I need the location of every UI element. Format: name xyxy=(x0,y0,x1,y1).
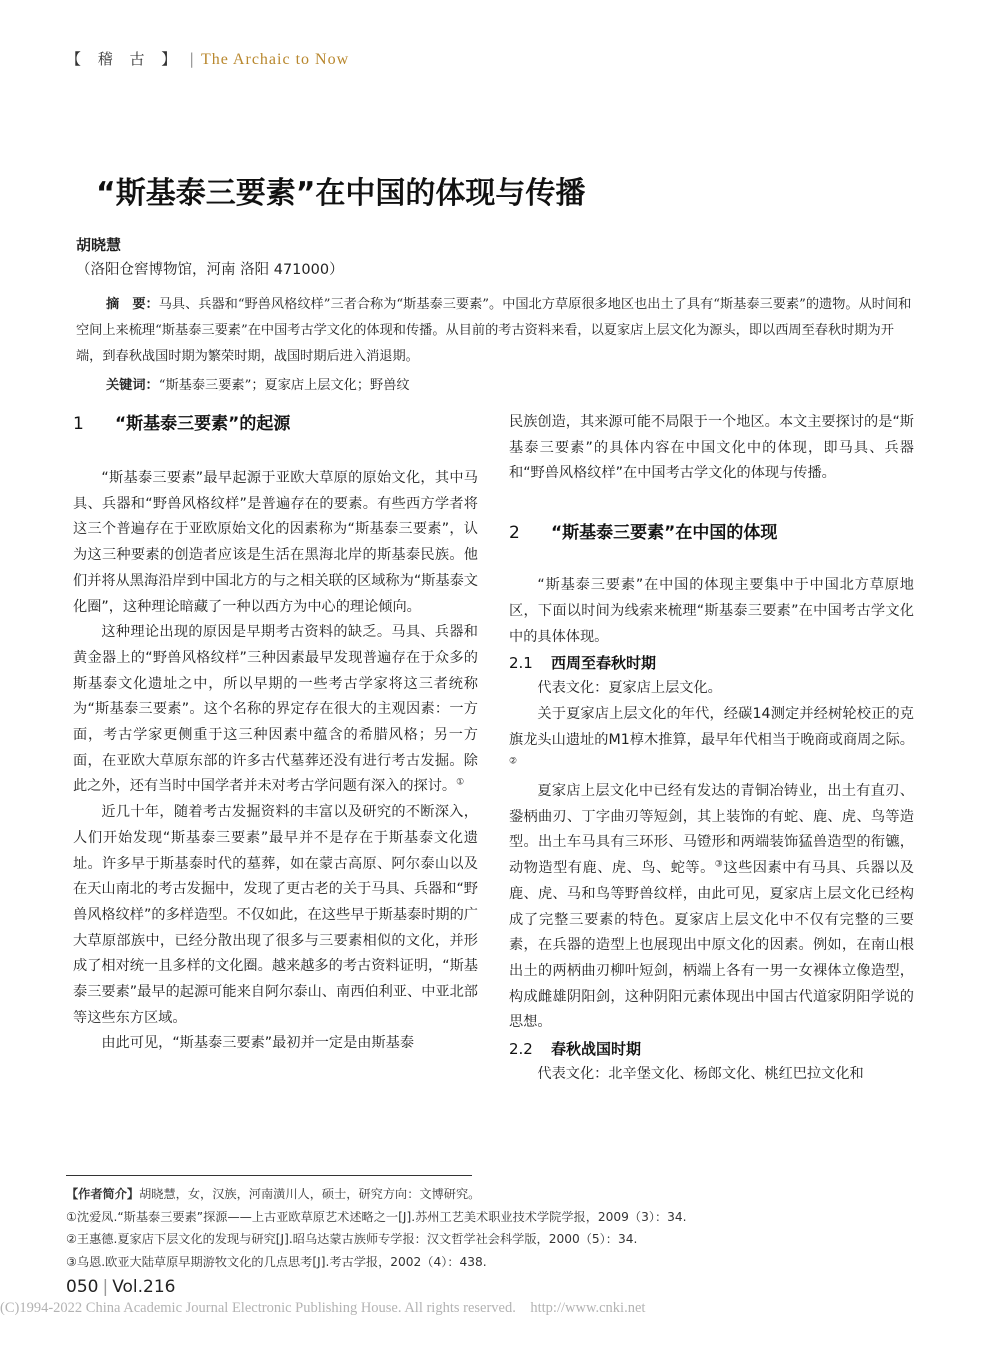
section-heading-1 xyxy=(73,410,478,438)
section-title: “斯基泰三要素”的起源 xyxy=(115,414,291,434)
author-bio-text: 胡晓慧，女，汉族，河南潢川人，硕士，研究方向：文博研究。 xyxy=(139,1187,481,1201)
footnote-3: ③乌恩.欧亚大陆草原早期游牧文化的几点思考[J].考古学报，2002（4）：438. xyxy=(66,1254,487,1269)
paragraph xyxy=(509,779,914,1036)
keywords-text: “斯基泰三要素”；夏家店上层文化；野兽纹 xyxy=(158,378,410,393)
column-label: 【 稽 古 】 xyxy=(66,50,183,68)
paragraph-text: 这些因素中有马具、兵器以及鹿、虎、马和鸟等野兽纹样，由此可见，夏家店上层文化已经构成了完整三要素的特色。夏家店上层文化中不仅有完整的三要素，在兵器的造型上也展现出中原文化的因素。例如，在南山根出土的两柄曲刃柳叶短剑，柄端上各有一男一女裸体立像造型，构成雌雄阴阳剑，这种阴阳元素体现出中国古代道家阴阳学说的思想。 xyxy=(509,860,914,1031)
section-number: 1 xyxy=(73,414,84,434)
right-column xyxy=(509,410,914,1088)
subsection-number: 2.2 xyxy=(509,1040,533,1059)
paragraph: “斯基泰三要素”最早起源于亚欧大草原的原始文化，其中马具、兵器和“野兽风格纹样”是普遍存在的要素。有些西方学者将这三个普遍存在于亚欧原始文化的因素称为“斯基泰三要素”，认为这三种要素的创造者应该是生活在黑海北岸的斯基泰民族。他们并将从黑海沿岸到中国北方的与之相关联的区域称为“斯基泰文化圈”，这种理论暗藏了一种以西方为中心的理论倾向。 xyxy=(73,470,478,615)
author-name: 胡晓慧 xyxy=(76,236,122,254)
footnote-ref[interactable]: ① xyxy=(456,777,465,788)
abstract-label: 摘 要： xyxy=(106,297,159,312)
paragraph: 近几十年，随着考古发掘资料的丰富以及研究的不断深入，人们开始发现“斯基泰三要素”最早并不是存在于斯基泰文化遗址。许多早于斯基泰时代的墓葬，如在蒙古高原、阿尔泰山以及在天山南北的考古发掘中，发现了更古老的关于马具、兵器和“野兽风格纹样”的多样造型。不仅如此，在这些早于斯基泰时期的广大草原部族中，已经分散出现了很多与三要素相似的文化，并形成了相对统一且多样的文化圈。越来越多的考古资料证明，“斯基泰三要素”最早的起源可能来自阿尔泰山、南西伯利亚、中亚北部等这些东方区域。 xyxy=(73,804,478,1026)
paragraph: “斯基泰三要素”在中国的体现主要集中于中国北方草原地区，下面以时间为线索来梳理“斯基泰三要素”在中国考古学文化中的具体体现。 xyxy=(509,577,914,645)
header-separator: | xyxy=(189,50,195,68)
left-column xyxy=(73,410,478,1057)
paragraph: 由此可见，“斯基泰三要素”最初并一定是由斯基泰 xyxy=(101,1035,415,1052)
paragraph xyxy=(509,702,914,779)
paragraph: 代表文化：北辛堡文化、杨郎文化、桃红巴拉文化和 xyxy=(537,1066,864,1083)
abstract xyxy=(76,292,918,370)
paragraph-text: 这种理论出现的原因是早期考古资料的缺乏。马具、兵器和黄金器上的“野兽风格纹样”三种因素最早发现普遍存在于众多的斯基泰文化遗址之中，所以早期的一些考古学家将这三者统称为“斯基泰三要素”。这个名称的界定存在很大的主观因素：一方面，考古学家更侧重于这三种因素中蕴含的希腊风格；另一方面，在亚欧大草原东部的许多古代墓葬还没有进行考古发掘。除此之外，还有当时中国学者并未对考古学问题有深入的探讨。 xyxy=(73,624,478,795)
footnotes xyxy=(66,1183,687,1273)
paragraph xyxy=(73,620,478,800)
subsection-heading-2-1 xyxy=(509,650,914,676)
subsection-heading-2-2 xyxy=(509,1036,914,1062)
footnote-divider xyxy=(66,1175,472,1176)
article-title: “斯基泰三要素”在中国的体现与传播 xyxy=(96,176,586,211)
section-title: “斯基泰三要素”在中国的体现 xyxy=(551,523,778,544)
keywords xyxy=(106,374,410,393)
page-number-value: 050 xyxy=(66,1277,99,1297)
copyright-notice: (C)1994-2022 China Academic Journal Electronic Publishing House. All rights reserved. http://www.cnki.net xyxy=(0,1300,646,1316)
footnote-ref[interactable]: ② xyxy=(509,756,518,767)
footnote-ref[interactable]: ③ xyxy=(714,859,724,870)
subsection-title: 西周至春秋时期 xyxy=(551,654,657,673)
keywords-label: 关键词： xyxy=(106,378,159,393)
abstract-text: 马具、兵器和“野兽风格纹样”三者合称为“斯基泰三要素”。中国北方草原很多地区也出土了具有“斯基泰三要素”的遗物。从时间和空间上来梳理“斯基泰三要素”在中国考古学文化的体现和传播。从目前的考古资料来看，以夏家店上层文化为源头，即以西周至春秋时期为开端，到春秋战国时期为繁荣时期，战国时期后进入消退期。 xyxy=(76,297,912,364)
page-separator: | xyxy=(102,1277,109,1297)
section-heading-2 xyxy=(509,519,914,547)
author-bio-label: 【作者简介】 xyxy=(66,1187,140,1201)
section-number: 2 xyxy=(509,523,520,544)
author-bio xyxy=(66,1183,687,1206)
page-number xyxy=(66,1277,175,1297)
column-label-en: The Archaic to Now xyxy=(200,51,350,68)
footnote-1: ①沈爱凤.“斯基泰三要素”探源——上古亚欧草原艺术述略之一[J].苏州工艺美术职业技术学院学报，2009（3）：34. xyxy=(66,1209,687,1224)
subsection-title: 春秋战国时期 xyxy=(551,1040,642,1059)
paragraph-text: 关于夏家店上层文化的年代，经碳14测定并经树轮校正的克旗龙头山遗址的M1椁木推算，最早年代相当于晚商或商周之际。 xyxy=(509,705,914,748)
paragraph: 代表文化：夏家店上层文化。 xyxy=(537,680,722,697)
paragraph: 民族创造，其来源可能不局限于一个地区。本文主要探讨的是“斯基泰三要素”的具体内容在中国文化中的体现，即马具、兵器和“野兽风格纹样”在中国考古学文化的体现与传播。 xyxy=(509,414,914,482)
running-header xyxy=(66,48,349,69)
author-affiliation: （洛阳仓窖博物馆，河南 洛阳 471000） xyxy=(76,262,344,278)
volume-number: Vol.216 xyxy=(112,1277,176,1297)
footnote-2: ②王惠德.夏家店下层文化的发现与研究[J].昭乌达蒙古族师专学报：汉文哲学社会科学版，2000（5）：34. xyxy=(66,1232,638,1246)
paragraph-text: 夏家店上层文化中已经有发达的青铜冶铸业，出土有直刃、銎柄曲刃、丁字曲刃等短剑，其上装饰的有蛇、鹿、虎、鸟等造型。出土车马具有三环形、马镫形和两端装饰猛兽造型的衔镳，动物造型有鹿、虎、鸟、蛇等。 xyxy=(509,783,914,877)
subsection-number: 2.1 xyxy=(509,654,533,673)
